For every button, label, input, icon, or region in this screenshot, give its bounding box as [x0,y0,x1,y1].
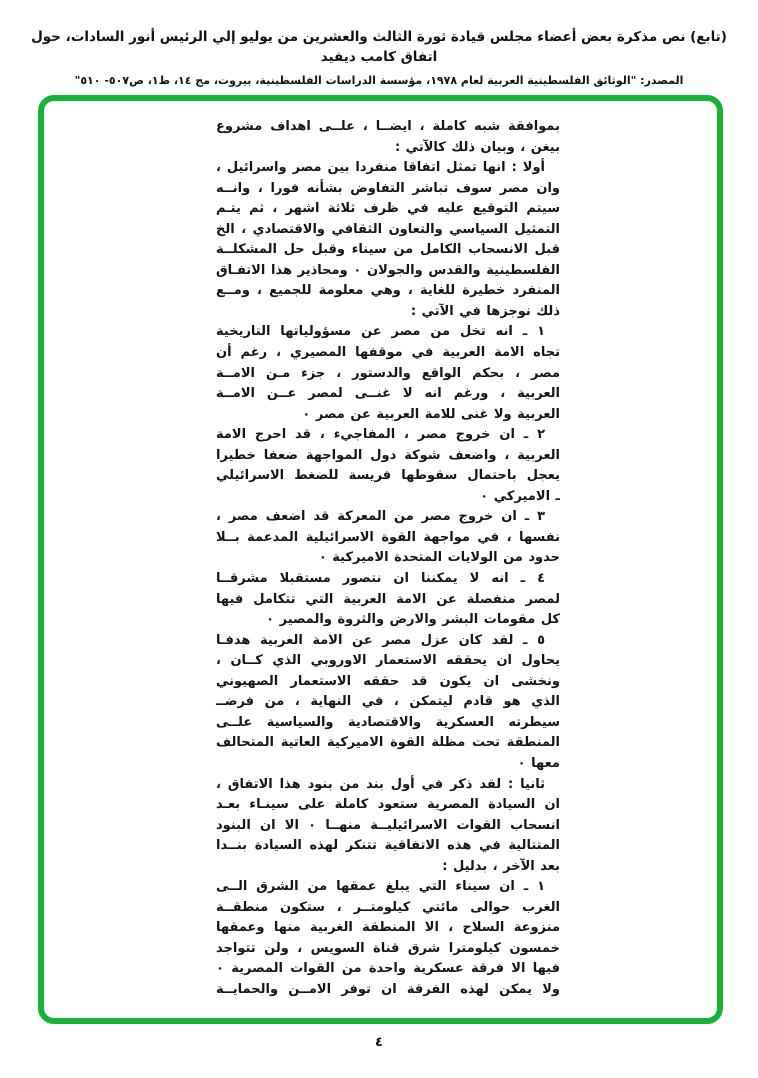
text-line: الغرب حوالى مائتي كيلومتــر ، ستكون منطقــة [216,899,560,915]
text-line: مصر ، بحكم الواقع والدستور ، جزء مـن الامــة [216,365,560,381]
text-line: فيها الا فرقة عسكرية واحدة من القوات المصرية ٠ [216,961,560,977]
page-number: ٤ [375,1035,383,1050]
text-line: ٥ ـ لقد كان عزل مصر عن الامة العربية هدفـا [216,632,545,648]
text-line: ـ الاميركي ٠ [480,488,560,504]
text-line: ثانيا : لقد ذكر في أول بند من بنود هذا الاتفاق ، [216,776,545,792]
body-text-column [216,117,560,1001]
text-line: كل مقومات البشر والارض والثروة والمصير ٠ [266,612,560,628]
text-line: ولا يمكن لهذه الفرقة ان توفر الامــن والحمايــة [216,981,560,997]
page-header [20,27,738,90]
text-line: سيطرته العسكرية والاقتصادية والسياسية علــى [216,714,560,730]
text-line: حدود من الولايات المتحدة الاميركية ٠ [318,550,560,566]
text-line: الفلسطينية والقدس والجولان ٠ ومحاذير هذا الاتفـاق [216,262,560,278]
text-line: يعجل باحتمال سقوطها فريسة للضغط الاسرائيلي [216,468,560,484]
header-title: (تابع) نص مذكرة بعض أعضاء مجلس قيادة ثورة الثالث والعشرين من يوليو إلي الرئيس أنور السادات، حول اتفاق كامب ديفيد [31,29,727,65]
text-line: ونخشى ان يكون قد حققه الاستعمار الصهيوني [216,673,560,689]
text-line: تجاه الامة العربية في موقفها المصيري ، رغم أن [216,345,560,361]
text-line: التمثيل السياسي والتعاون الثقافي والاقتصادي ، الخ [216,221,560,237]
text-line: بيغن ، وبيان ذلك كالآتي : [394,139,560,155]
text-line: سيتم التوقيع عليه في ظرف ثلاثة اشهر ، ثم يتـم [216,201,560,217]
text-line: المتتالية في هذه الاتفاقية تتنكر لهذه السيادة بنــدا [216,838,560,854]
text-line: ٣ ـ ان خروج مصر من المعركة قد اضعف مصر ، [216,509,545,525]
text-line: ذلك نوجزها في الآتي : [410,303,560,319]
text-line: العربية ، واضعف شوكة دول المواجهة ضعفا خطيرا [216,447,560,463]
text-line: بعد الآخر ، بدليل : [442,858,560,874]
text-line: ٤ ـ انه لا يمكننا ان نتصور مستقبلا مشرقــا [216,571,545,587]
text-line: ٢ ـ ان خروج مصر ، المفاجيء ، قد احرج الامة [216,427,545,443]
text-line: المنطقة تحت مظلة القوة الاميركية العاتية المتحالف [216,735,560,751]
text-line: ان السيادة المصرية ستعود كاملة على سينـاء بعـد [216,797,560,813]
text-line: منزوعة السلاح ، الا المنطقة الغربية منها وعمقها [216,920,560,936]
text-line: يحاول ان يحققه الاستعمار الاوروبي الذي كــان ، [216,653,560,669]
text-line: وان مصر سوف تباشر التفاوض بشأنه فورا ، وانــه [216,180,560,196]
text-line: المنفرد خطيرة للغاية ، وهي معلومة للجميع ، ومــع [216,283,560,299]
text-line: خمسون كيلومترا شرق قناة السويس ، ولن تتواجد [216,940,560,956]
text-line: أولا : انها تمثل اتفاقا منفردا بين مصر واسرائيل ، [216,160,545,176]
text-line: لمصر منفصلة عن الامة العربية التي تتكامل فيها [216,591,560,607]
text-line: ١ ـ ان سيناء التي يبلغ عمقها من الشرق الــى [216,879,545,895]
header-source: المصدر: "الوثائق الفلسطينية العربية لعام ١٩٧٨، مؤسسة الدراسات الفلسطينية، بيروت، مج ١٤، ط١، ص٥٠٧- ٥١٠" [74,74,684,87]
text-line: العربية ولا غنى للامة العربية عن مصر ٠ [302,406,560,422]
text-line: معها ٠ [517,755,560,771]
text-line: نفسها ، في مواجهة القوة الاسرائيلية المدعمة بــلا [216,529,560,545]
text-line: الذي هو قادم ليتمكن ، في النهاية ، من فرضــ [216,694,560,710]
text-line: العربية ، ورغم انه لا غنــى لمصر عــن الامــة [216,386,560,402]
text-line: ١ ـ انه تخل من مصر عن مسؤولياتها التاريخية [216,324,545,340]
text-line: بموافقة شبه كاملة ، ايضــا ، علــى اهداف مشروع [216,119,560,134]
text-line: انسحاب القوات الاسرائيليــة منهــا ٠ الا ان البنود [216,817,560,833]
text-line: قبل الانسحاب الكامل من سيناء وقبل حل المشكلــة [216,242,560,258]
